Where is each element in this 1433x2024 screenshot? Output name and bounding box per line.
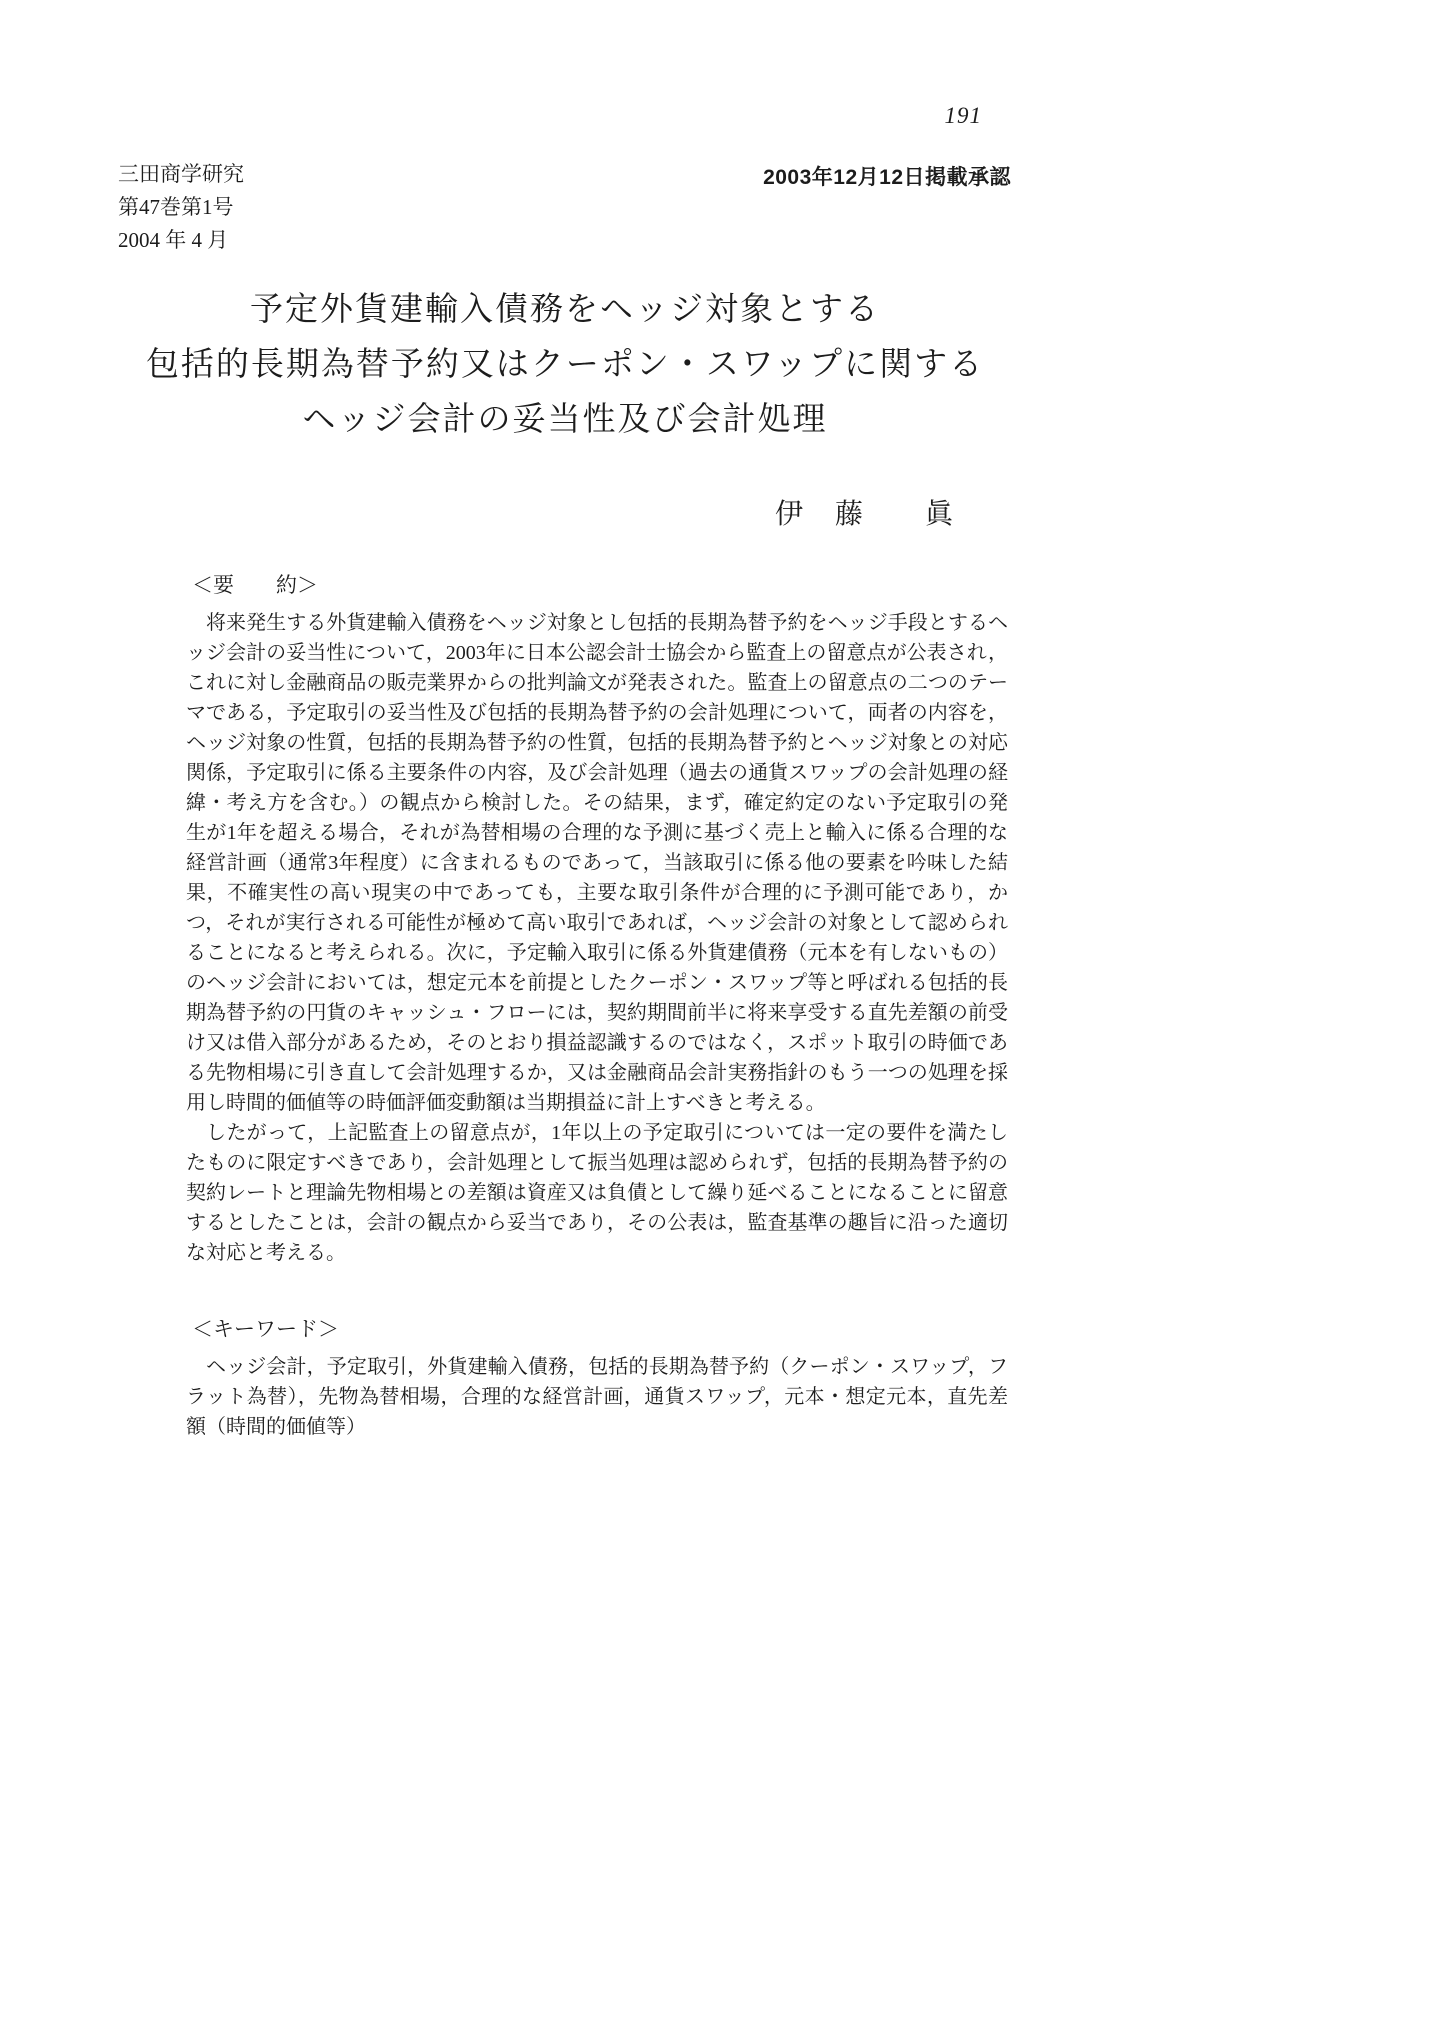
author-name: 伊 藤 眞 [774, 499, 955, 530]
title-line-2: 包括的長期為替予約又はクーポン・スワップに関する [145, 347, 985, 383]
journal-date: 2004 年 4 月 [118, 228, 229, 252]
keywords-text: ヘッジ会計，予定取引，外貨建輸入債務，包括的長期為替予約（クーポン・スワップ，フラット為替），先物為替相場，合理的な経営計画，通貨スワップ，元本・想定元本，直先差額（時間的価値等） [186, 1356, 1008, 1438]
paper-title [120, 283, 1010, 448]
keywords-heading: ＜キーワード＞ [192, 1317, 339, 1341]
abstract-heading: ＜要 約＞ [192, 573, 318, 597]
approval-note: 2003年12月12日掲載承認 [763, 166, 1011, 189]
paper-body [186, 570, 1008, 1442]
title-line-3: ヘッジ会計の妥当性及び会計処理 [302, 402, 828, 438]
journal-name: 三田商学研究 [118, 162, 244, 186]
abstract-paragraph-1: 将来発生する外貨建輸入債務をヘッジ対象とし包括的長期為替予約をヘッジ手段とするヘッジ会計の妥当性について，2003年に日本公認会計士協会から監査上の留意点が公表され，これに対し金融商品の販売業界からの批判論文が発表された。監査上の留意点の二つのテーマである，予定取引の妥当性及び包括的長期為替予約の会計処理について，両者の内容を，ヘッジ対象の性質，包括的長期為替予約の性質，包括的長期為替予約とヘッジ対象との対応関係，予定取引に係る主要条件の内容，及び会計処理（過去の通貨スワップの会計処理の経緯・考え方を含む。）の観点から検討した。その結果，まず，確定約定のない予定取引の発生が1年を超える場合，それが為替相場の合理的な予測に基づく売上と輸入に係る合理的な経営計画（通常3年程度）に含まれるものであって，当該取引に係る他の要素を吟味した結果，不確実性の高い現実の中であっても，主要な取引条件が合理的に予測可能であり，かつ，それが実行される可能性が極めて高い取引であれば，ヘッジ会計の対象として認められることになると考えられる。次に，予定輸入取引に係る外貨建債務（元本を有しないもの）のヘッジ会計においては，想定元本を前提としたクーポン・スワップ等と呼ばれる包括的長期為替予約の円貨のキャッシュ・フローには，契約期間前半に将来享受する直先差額の前受け又は借入部分があるため，そのとおり損益認識するのではなく，スポット取引の時価である先物相場に引き直して会計処理するか，又は金融商品会計実務指針のもう一つの処理を採用し時間的価値等の時価評価変動額は当期損益に計上すべきと考える。 [186, 612, 1008, 1114]
title-line-1: 予定外貨建輸入債務をヘッジ対象とする [250, 292, 880, 328]
journal-volume: 第47巻第1号 [118, 195, 234, 219]
journal-info [118, 158, 244, 257]
keywords-section [186, 1314, 1008, 1442]
abstract-paragraph-2: したがって，上記監査上の留意点が，1年以上の予定取引については一定の要件を満たしたものに限定すべきであり，会計処理として振当処理は認められず，包括的長期為替予約の契約レートと理論先物相場との差額は資産又は負債として繰り延べることになることに留意するとしたことは，会計の観点から妥当であり，その公表は，監査基準の趣旨に沿った適切な対応と考える。 [186, 1122, 1008, 1264]
abstract-section [186, 570, 1008, 1268]
page-number: 191 [944, 103, 982, 128]
